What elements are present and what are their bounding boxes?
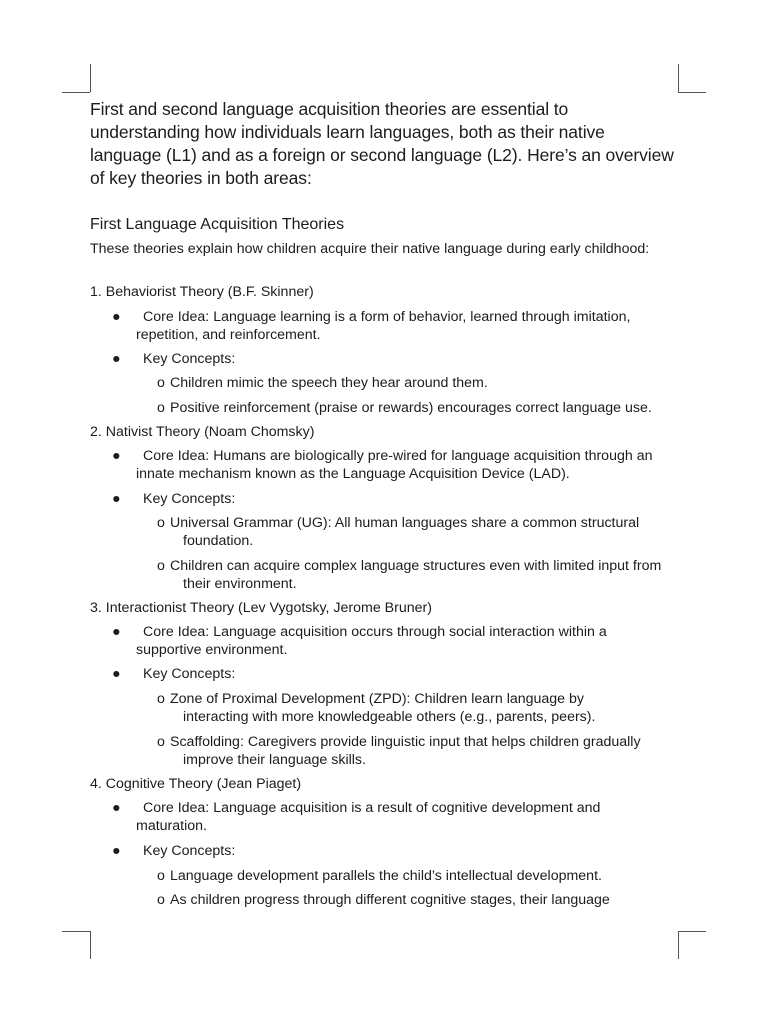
crop-mark-top-left-horizontal xyxy=(62,92,90,93)
concept-item: Zone of Proximal Development (ZPD): Children learn language by interacting with more knowledgeable others (e.g., parents, peers). xyxy=(170,691,596,725)
section-heading: First Language Acquisition Theories xyxy=(90,216,345,233)
concept-item: Positive reinforcement (praise or rewards) encourages correct language use. xyxy=(170,400,652,416)
document-page xyxy=(90,98,680,908)
key-concepts-label: Key Concepts: xyxy=(143,351,236,367)
theory-title: 4. Cognitive Theory (Jean Piaget) xyxy=(90,776,302,792)
crop-mark-bottom-left-horizontal xyxy=(62,931,90,932)
crop-mark-top-right-horizontal xyxy=(678,92,706,93)
sub-marker: o xyxy=(157,868,165,884)
crop-mark-bottom-left-vertical xyxy=(90,931,91,959)
core-idea: Core Idea: Humans are biologically pre-wired for language acquisition through an innate mechanism known as the Language Acquisition Device (LAD). xyxy=(136,448,653,482)
theory-title: 2. Nativist Theory (Noam Chomsky) xyxy=(90,424,315,440)
core-idea: Core Idea: Language acquisition is a result of cognitive development and maturation. xyxy=(136,800,601,834)
intro-paragraph: First and second language acquisition theories are essential to understanding how individuals learn languages, both as their native language (L1) and as a foreign or second language (L2). Here’s an overview of key theories in both areas: xyxy=(90,99,674,188)
core-idea: Core Idea: Language learning is a form of behavior, learned through imitation, repetition, and reinforcement. xyxy=(136,309,631,343)
sub-marker: o xyxy=(157,691,165,707)
bullet-marker: ● xyxy=(112,624,121,640)
concept-item: Children mimic the speech they hear around them. xyxy=(170,375,488,391)
concept-item: Language development parallels the child’s intellectual development. xyxy=(170,868,602,884)
theory-title: 1. Behaviorist Theory (B.F. Skinner) xyxy=(90,284,314,300)
concept-item: Universal Grammar (UG): All human languages share a common structural foundation. xyxy=(170,515,640,549)
concept-item: As children progress through different cognitive stages, their language xyxy=(170,892,610,908)
sub-marker: o xyxy=(157,400,165,416)
sub-marker: o xyxy=(157,558,165,574)
crop-mark-bottom-right-horizontal xyxy=(678,931,706,932)
sub-marker: o xyxy=(157,734,165,750)
sub-marker: o xyxy=(157,375,165,391)
theory-title: 3. Interactionist Theory (Lev Vygotsky, Jerome Bruner) xyxy=(90,600,432,616)
key-concepts-label: Key Concepts: xyxy=(143,843,236,859)
crop-mark-top-left-vertical xyxy=(90,64,91,92)
sub-marker: o xyxy=(157,515,165,531)
core-idea: Core Idea: Language acquisition occurs through social interaction within a supportive environment. xyxy=(136,624,607,658)
bullet-marker: ● xyxy=(112,491,121,507)
bullet-marker: ● xyxy=(112,351,121,367)
crop-mark-bottom-right-vertical xyxy=(678,931,679,959)
bullet-marker: ● xyxy=(112,843,121,859)
concept-item: Scaffolding: Caregivers provide linguistic input that helps children gradually improve their language skills. xyxy=(170,734,641,768)
sub-marker: o xyxy=(157,892,165,908)
key-concepts-label: Key Concepts: xyxy=(143,491,236,507)
bullet-marker: ● xyxy=(112,448,121,464)
bullet-marker: ● xyxy=(112,309,121,325)
bullet-marker: ● xyxy=(112,666,121,682)
crop-mark-top-right-vertical xyxy=(678,64,679,92)
section-subtitle: These theories explain how children acquire their native language during early childhood: xyxy=(90,241,650,257)
concept-item: Children can acquire complex language structures even with limited input from their environment. xyxy=(170,558,662,592)
bullet-marker: ● xyxy=(112,800,121,816)
key-concepts-label: Key Concepts: xyxy=(143,666,236,682)
